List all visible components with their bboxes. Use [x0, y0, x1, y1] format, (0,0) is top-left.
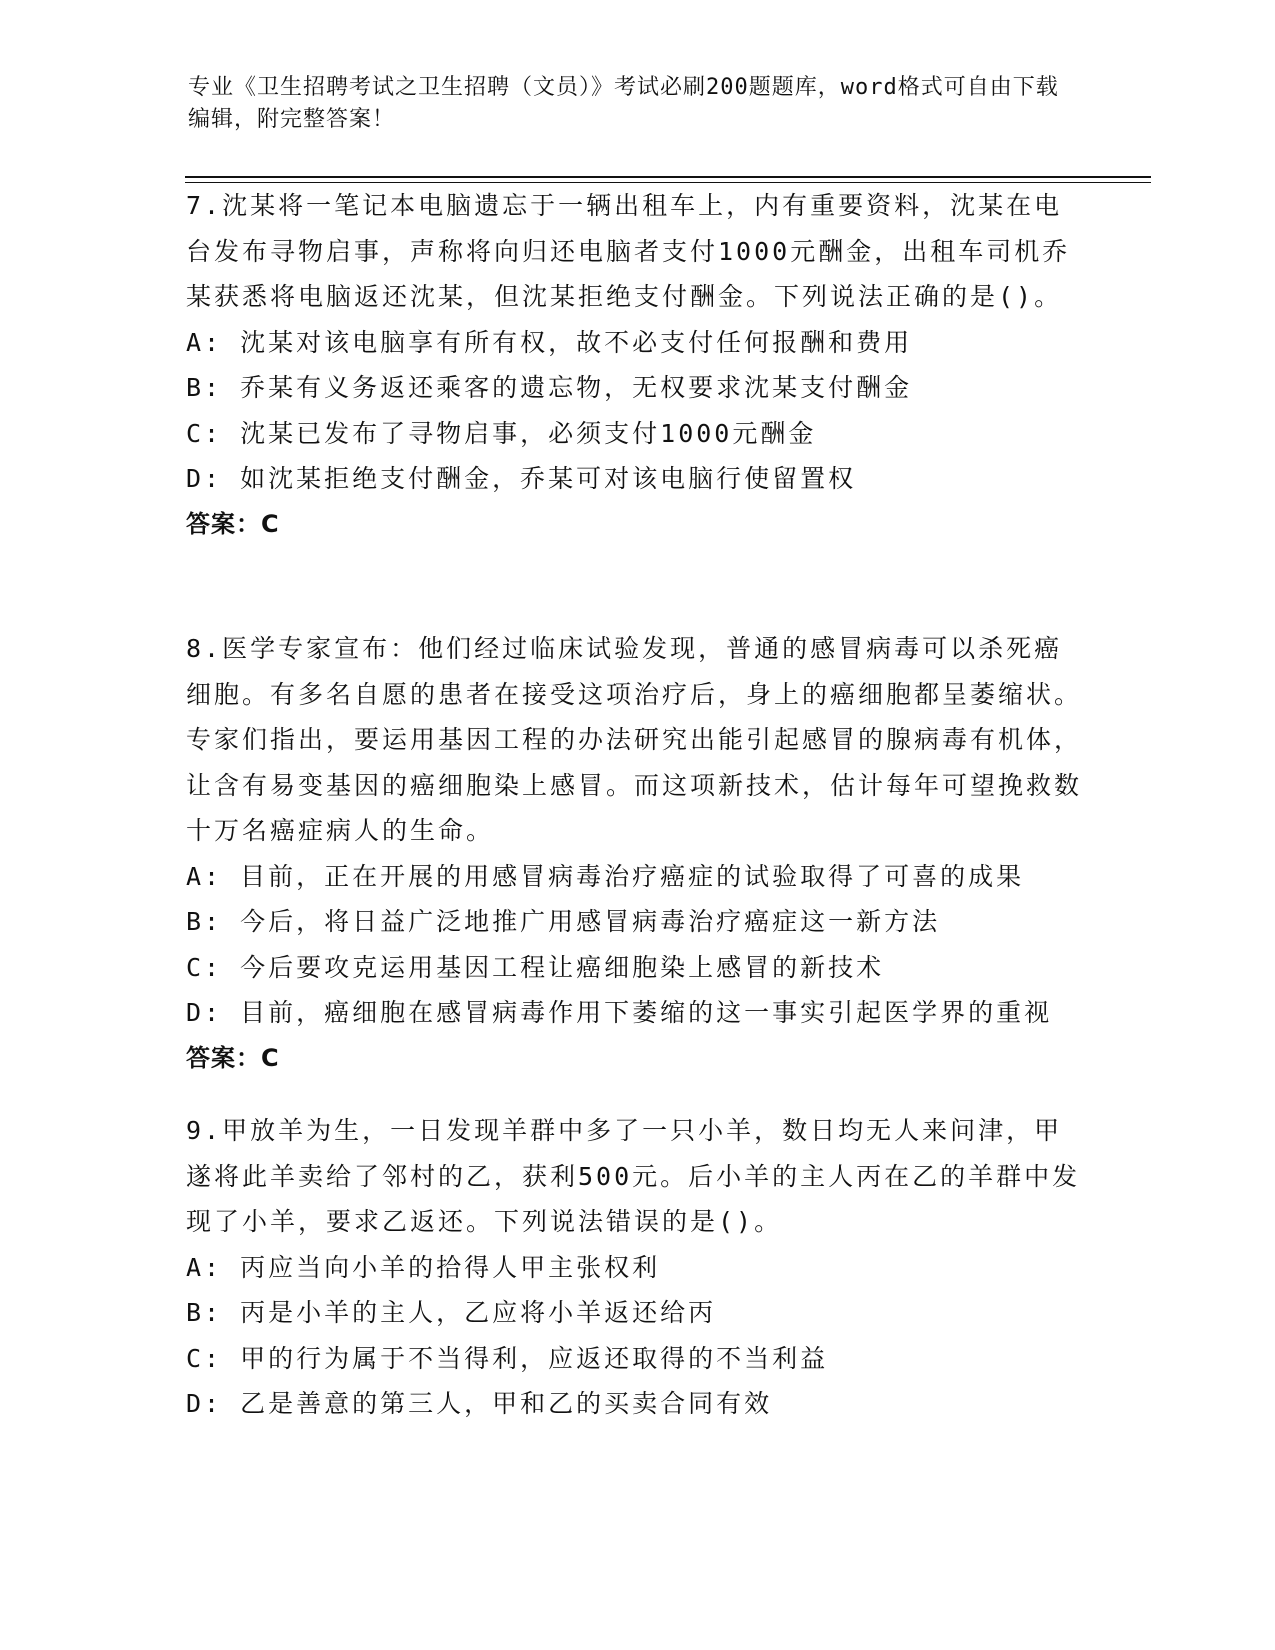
- option-b: B: 今后，将日益广泛地推广用感冒病毒治疗癌症这一新方法: [186, 907, 941, 936]
- option-b: B: 乔某有义务返还乘客的遗忘物，无权要求沈某支付酬金: [186, 373, 913, 402]
- question-7: [186, 183, 1086, 547]
- option-a: A: 沈某对该电脑享有所有权，故不必支付任何报酬和费用: [186, 327, 913, 357]
- question-text: 8.医学专家宣布：他们经过临床试验发现，普通的感冒病毒可以杀死癌细胞。有多名自愿的患者在接受这项治疗后，身上的癌细胞都呈萎缩状。专家们指出，要运用基因工程的办法研究出能引起感冒的腺病毒有机体，让含有易变基因的癌细胞染上感冒。而这项新技术，估计每年可望挽救数十万名癌症病人的生命。: [186, 634, 1083, 845]
- option-d: D: 目前，癌细胞在感冒病毒作用下萎缩的这一事实引起医学界的重视: [186, 998, 1053, 1027]
- question-text: 7.沈某将一笔记本电脑遗忘于一辆出租车上，内有重要资料，沈某在电台发布寻物启事，声称将向归还电脑者支付1000元酬金，出租车司机乔某获悉将电脑返还沈某，但沈某拒绝支付酬金。下列说法正确的是()。: [186, 191, 1071, 311]
- option-d: D: 如沈某拒绝支付酬金，乔某可对该电脑行使留置权: [186, 464, 857, 493]
- answer: 答案：C: [186, 509, 280, 538]
- option-a: A: 丙应当向小羊的拾得人甲主张权利: [186, 1252, 661, 1282]
- option-d: D: 乙是善意的第三人，甲和乙的买卖合同有效: [186, 1389, 773, 1418]
- question-text: 9.甲放羊为生，一日发现羊群中多了一只小羊，数日均无人来问津，甲遂将此羊卖给了邻村的乙，获利500元。后小羊的主人丙在乙的羊群中发现了小羊，要求乙返还。下列说法错误的是()。: [186, 1116, 1081, 1236]
- document-header: 专业《卫生招聘考试之卫生招聘（文员）》考试必刷200题题库，word格式可自由下载编辑，附完整答案！: [188, 75, 1059, 132]
- option-c: C: 沈某已发布了寻物启事，必须支付1000元酬金: [186, 418, 817, 448]
- question-8: [186, 626, 1086, 1081]
- answer: 答案：C: [186, 1043, 280, 1072]
- option-c: C: 甲的行为属于不当得利，应返还取得的不当利益: [186, 1343, 829, 1373]
- option-c: C: 今后要攻克运用基因工程让癌细胞染上感冒的新技术: [186, 952, 885, 982]
- option-a: A: 目前，正在开展的用感冒病毒治疗癌症的试验取得了可喜的成果: [186, 861, 1025, 891]
- question-9: [186, 1108, 1086, 1427]
- header-divider-thick: [185, 176, 1151, 178]
- option-b: B: 丙是小羊的主人，乙应将小羊返还给丙: [186, 1298, 717, 1327]
